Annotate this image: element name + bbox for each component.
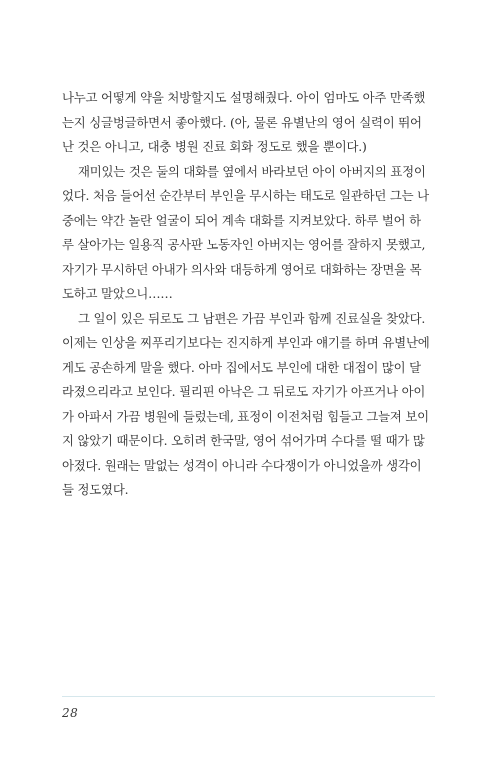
text-line: 아졌다. 원래는 말없는 성격이 아니라 수다쟁이가 아니었을까 생각이 [62,457,422,473]
text-line: 들 정도였다. [62,482,129,497]
text-line: 나누고 어떻게 약을 처방할지도 설명해줬다. 아이 엄마도 아주 만족했 [62,90,426,105]
text-line: 그 일이 있은 뒤로도 그 남편은 가끔 부인과 함께 진료실을 찾았다. [78,310,426,326]
text-line: 이제는 인상을 찌푸리기보다는 진지하게 부인과 얘기를 하며 유별난에 [62,335,430,350]
text-line: 난 것은 아니고, 대충 병원 진료 회화 정도로 했을 뿐이다.) [62,139,367,154]
text-line: 라졌으리라고 보인다. 필리핀 아낙은 그 뒤로도 자기가 아프거나 아이 [62,384,426,399]
text-line: 지 않았기 때문이다. 오히려 한국말, 영어 섞어가며 수다를 떨 때가 많 [62,433,425,448]
text-line: 재미있는 것은 둘의 대화를 옆에서 바라보던 아이 아버지의 표정이 [78,163,426,179]
footer-divider [62,696,435,697]
page-number: 28 [62,706,79,720]
text-line: 루 살아가는 일용직 공사판 노동자인 아버지는 영어를 잘하지 못했고, [62,237,426,252]
text-line: 도하고 말았으니…… [62,286,173,301]
text-line: 는지 싱글벙글하면서 좋아했다. (아, 물론 유별난의 영어 실력이 뛰어 [62,114,422,130]
body-text [62,86,446,503]
text-line: 게도 공손하게 말을 했다. 아마 집에서도 부인에 대한 대접이 많이 달 [62,359,421,375]
text-line: 가 아파서 가끔 병원에 들렀는데, 표정이 이전처럼 힘들고 그늘져 보이 [62,408,429,424]
text-line: 자기가 무시하던 아내가 의사와 대등하게 영어로 대화하는 장면을 목 [62,261,422,277]
text-line: 중에는 약간 놀란 얼굴이 되어 계속 대화를 지켜보았다. 하루 벌어 하 [62,212,421,228]
text-line: 었다. 처음 들어선 순간부터 부인을 무시하는 태도로 일관하던 그는 나 [62,188,429,203]
